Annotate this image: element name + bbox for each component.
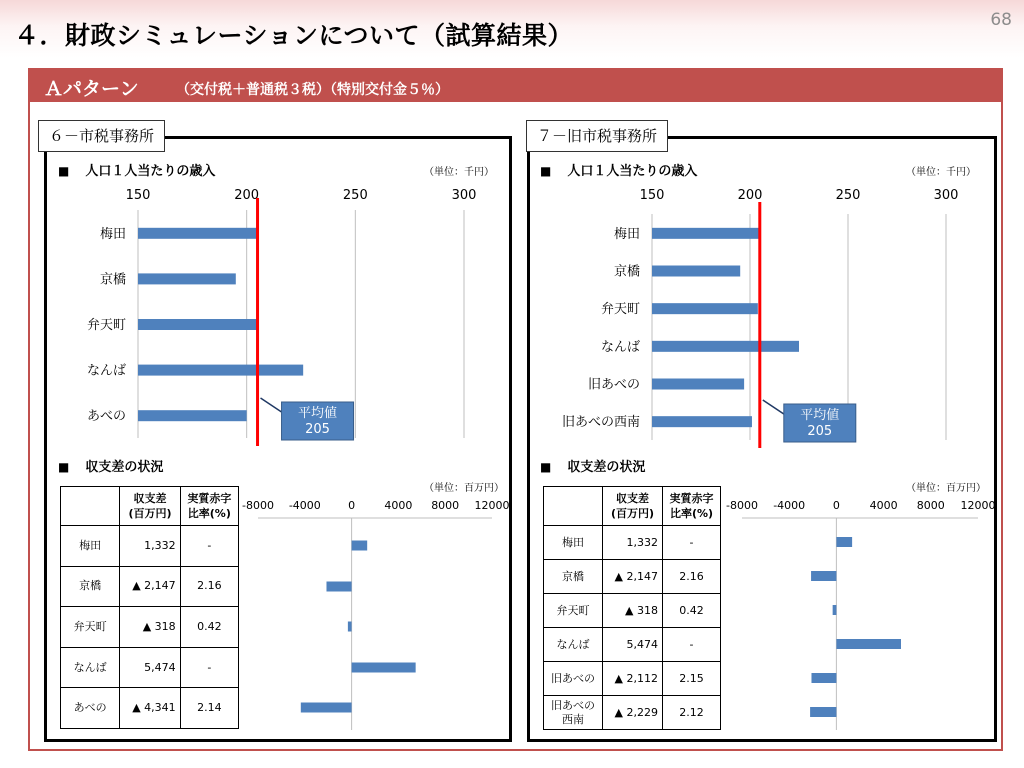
table-corner-cell bbox=[544, 487, 603, 526]
table-header-cell: 実質赤字 比率(%) bbox=[180, 487, 238, 526]
panel-tag-left: ６－市税事務所 bbox=[38, 120, 165, 152]
row-name: 京橋 bbox=[544, 560, 603, 594]
average-callout-value: 205 bbox=[807, 424, 833, 439]
table-row bbox=[544, 628, 721, 662]
x-tick-label: 8000 bbox=[431, 499, 460, 512]
bar bbox=[811, 673, 836, 683]
table-row bbox=[61, 647, 239, 688]
x-tick-label: 8000 bbox=[916, 499, 945, 512]
pattern-header bbox=[30, 70, 1001, 102]
x-tick-label: 300 bbox=[933, 188, 959, 203]
row-ratio: 0.42 bbox=[663, 594, 721, 628]
callout-leader bbox=[261, 398, 282, 412]
row-balance: ▲ 2,147 bbox=[603, 560, 663, 594]
bar bbox=[652, 266, 740, 277]
bullet-square-icon: ■ bbox=[58, 164, 70, 178]
bar bbox=[138, 365, 303, 376]
table-row bbox=[61, 526, 239, 567]
balance-unit-left: （単位：百万円） bbox=[424, 483, 504, 494]
balance-heading-right bbox=[540, 456, 645, 475]
x-tick-label: -8000 bbox=[242, 499, 274, 512]
row-name: なんば bbox=[544, 628, 603, 662]
per-capita-chart-left bbox=[60, 182, 500, 452]
x-tick-label: 200 bbox=[234, 188, 260, 203]
balance-heading-left bbox=[58, 456, 163, 475]
row-name: 梅田 bbox=[61, 526, 120, 567]
bar bbox=[811, 571, 836, 581]
row-ratio: 2.16 bbox=[180, 566, 238, 607]
bullet-square-icon: ■ bbox=[540, 460, 552, 474]
row-ratio: - bbox=[663, 628, 721, 662]
row-ratio: 0.42 bbox=[180, 607, 238, 648]
bar bbox=[836, 639, 901, 649]
per-capita-heading-text: 人口１人当たりの歳入 bbox=[85, 164, 216, 179]
row-balance: 5,474 bbox=[120, 647, 180, 688]
category-label: 京橋 bbox=[99, 272, 126, 288]
per-capita-heading-left bbox=[58, 160, 215, 179]
bar bbox=[836, 537, 852, 547]
x-tick-label: 12000 bbox=[960, 499, 996, 512]
balance-chart-left bbox=[240, 494, 510, 734]
pattern-name: Ａパターン bbox=[44, 78, 139, 100]
row-ratio: - bbox=[180, 647, 238, 688]
row-balance: ▲ 318 bbox=[603, 594, 663, 628]
bullet-square-icon: ■ bbox=[540, 164, 552, 178]
row-balance: 1,332 bbox=[603, 526, 663, 560]
category-label: 京橋 bbox=[613, 264, 640, 280]
category-label: 旧あべの西南 bbox=[561, 415, 640, 431]
bar bbox=[138, 273, 236, 284]
row-name: 弁天町 bbox=[61, 607, 120, 648]
table-row bbox=[544, 696, 721, 730]
balance-chart-right bbox=[724, 494, 996, 734]
table-corner-cell bbox=[61, 487, 120, 526]
x-tick-label: 150 bbox=[125, 188, 151, 203]
bar bbox=[810, 707, 836, 717]
callout-leader bbox=[763, 400, 784, 414]
bar bbox=[348, 622, 352, 632]
table-row bbox=[61, 566, 239, 607]
per-capita-unit-right: （単位：千円） bbox=[906, 167, 976, 178]
x-tick-label: 0 bbox=[832, 499, 840, 512]
balance-heading-text: 収支差の状況 bbox=[567, 460, 646, 475]
bar bbox=[138, 410, 247, 421]
balance-table-right bbox=[543, 486, 721, 730]
balance-table-left bbox=[60, 486, 239, 729]
table-header-cell: 収支差 (百万円) bbox=[120, 487, 180, 526]
average-callout-label: 平均値 bbox=[298, 406, 338, 421]
category-label: 旧あべの bbox=[587, 377, 640, 393]
category-label: なんば bbox=[600, 339, 640, 355]
page-title: ４．財政シミュレーションについて（試算結果） bbox=[14, 21, 574, 50]
x-tick-label: 150 bbox=[639, 188, 665, 203]
bar bbox=[652, 303, 758, 314]
row-balance: ▲ 4,341 bbox=[120, 688, 180, 729]
bar bbox=[833, 605, 837, 615]
category-label: 弁天町 bbox=[600, 302, 640, 318]
table-row bbox=[61, 607, 239, 648]
row-balance: ▲ 318 bbox=[120, 607, 180, 648]
bar bbox=[652, 341, 799, 352]
row-name: あべの bbox=[61, 688, 120, 729]
x-tick-label: 0 bbox=[348, 499, 356, 512]
row-ratio: 2.14 bbox=[180, 688, 238, 729]
average-callout-label: 平均値 bbox=[800, 408, 840, 423]
row-balance: 5,474 bbox=[603, 628, 663, 662]
table-header-cell: 実質赤字 比率(%) bbox=[663, 487, 721, 526]
x-tick-label: 4000 bbox=[869, 499, 898, 512]
row-balance: ▲ 2,147 bbox=[120, 566, 180, 607]
row-name: 旧あべの bbox=[544, 662, 603, 696]
bar bbox=[652, 228, 760, 239]
per-capita-heading-right bbox=[540, 160, 697, 179]
category-label: 弁天町 bbox=[86, 318, 126, 333]
row-ratio: - bbox=[663, 526, 721, 560]
x-tick-label: -8000 bbox=[726, 499, 758, 512]
panel-tag-right: ７－旧市税事務所 bbox=[526, 120, 668, 152]
x-tick-label: 250 bbox=[835, 188, 861, 203]
per-capita-unit-left: （単位：千円） bbox=[424, 167, 494, 178]
x-tick-label: 12000 bbox=[474, 499, 510, 512]
row-ratio: 2.16 bbox=[663, 560, 721, 594]
bar bbox=[326, 582, 351, 592]
table-header-cell: 収支差 (百万円) bbox=[603, 487, 663, 526]
table-row bbox=[544, 662, 721, 696]
bullet-square-icon: ■ bbox=[58, 460, 70, 474]
table-row bbox=[544, 594, 721, 628]
row-ratio: 2.12 bbox=[663, 696, 721, 730]
x-tick-label: 4000 bbox=[384, 499, 413, 512]
x-tick-label: 300 bbox=[451, 188, 477, 203]
bar bbox=[652, 379, 744, 390]
x-tick-label: -4000 bbox=[288, 499, 321, 512]
bar bbox=[352, 541, 368, 551]
per-capita-heading-text: 人口１人当たりの歳入 bbox=[567, 164, 698, 179]
x-tick-label: 200 bbox=[737, 188, 763, 203]
balance-unit-right: （単位：百万円） bbox=[906, 483, 986, 494]
balance-heading-text: 収支差の状況 bbox=[85, 460, 164, 475]
average-callout-value: 205 bbox=[305, 422, 330, 437]
per-capita-chart-right bbox=[540, 182, 990, 452]
category-label: なんば bbox=[86, 363, 126, 379]
bar bbox=[301, 703, 352, 713]
bar bbox=[652, 416, 752, 427]
table-row bbox=[61, 688, 239, 729]
row-balance: ▲ 2,229 bbox=[603, 696, 663, 730]
row-name: 梅田 bbox=[544, 526, 603, 560]
x-tick-label: -4000 bbox=[773, 499, 806, 512]
x-tick-label: 250 bbox=[342, 188, 368, 203]
bar bbox=[352, 663, 416, 673]
category-label: あべの bbox=[86, 409, 126, 425]
table-row bbox=[544, 526, 721, 560]
row-name: 旧あべの 西南 bbox=[544, 696, 603, 730]
row-ratio: - bbox=[180, 526, 238, 567]
table-row bbox=[544, 560, 721, 594]
pattern-detail: （交付税＋普通税３税）（特別交付金５％） bbox=[176, 82, 449, 98]
page-number: 68 bbox=[990, 10, 1012, 30]
row-balance: ▲ 2,112 bbox=[603, 662, 663, 696]
category-label: 梅田 bbox=[99, 226, 126, 242]
bar bbox=[138, 319, 258, 330]
row-name: 京橋 bbox=[61, 566, 120, 607]
row-ratio: 2.15 bbox=[663, 662, 721, 696]
row-name: 弁天町 bbox=[544, 594, 603, 628]
bar bbox=[138, 228, 258, 239]
row-balance: 1,332 bbox=[120, 526, 180, 567]
category-label: 梅田 bbox=[613, 226, 640, 242]
row-name: なんば bbox=[61, 647, 120, 688]
